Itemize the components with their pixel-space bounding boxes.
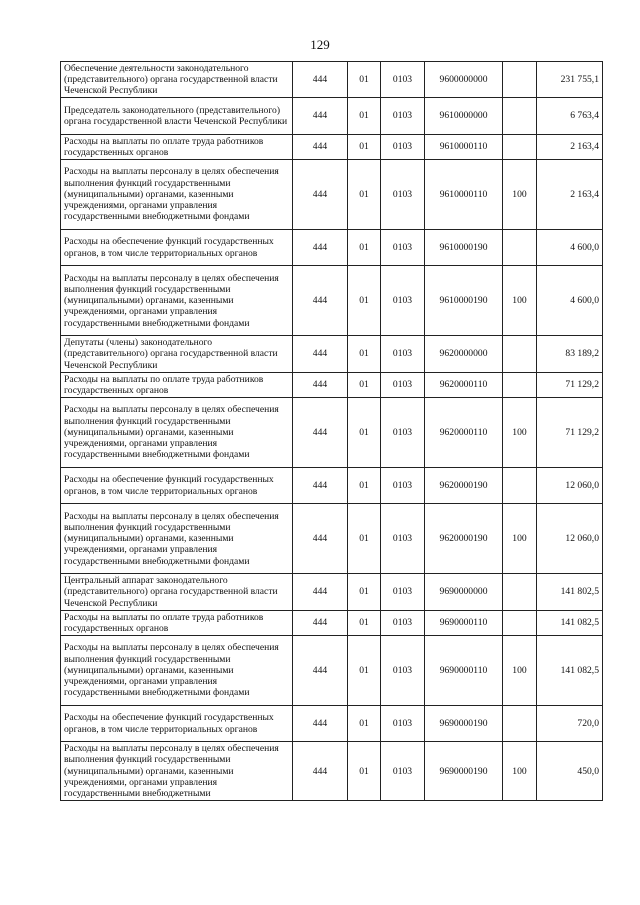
table-row [61,62,603,98]
ministry-code-cell: 444 [293,98,348,134]
subsection-code-cell: 0103 [381,705,425,741]
subsection-code-cell: 0103 [381,159,425,229]
subsection-code-cell: 0103 [381,742,425,801]
amount-cell: 2 163,4 [537,134,603,159]
expense-type-cell [503,229,537,265]
target-article-cell: 9620000190 [425,467,503,503]
subsection-code-cell: 0103 [381,134,425,159]
ministry-code-cell: 444 [293,336,348,372]
target-article-cell: 9690000110 [425,635,503,705]
target-article-cell: 9690000190 [425,742,503,801]
expense-type-cell: 100 [503,266,537,336]
expense-type-cell: 100 [503,742,537,801]
target-article-cell: 9600000000 [425,62,503,98]
table-row [61,635,603,705]
expense-type-cell: 100 [503,504,537,574]
amount-cell: 12 060,0 [537,504,603,574]
row-name-cell: Расходы на обеспечение функций государственных органов, в том числе территориальных органов [61,467,293,503]
target-article-cell: 9620000190 [425,504,503,574]
expense-type-cell [503,336,537,372]
target-article-cell: 9610000110 [425,134,503,159]
target-article-cell: 9690000000 [425,574,503,610]
row-name-cell: Расходы на выплаты по оплате труда работников государственных органов [61,134,293,159]
amount-cell: 141 802,5 [537,574,603,610]
expense-type-cell: 100 [503,635,537,705]
subsection-code-cell: 0103 [381,610,425,635]
section-code-cell: 01 [348,610,381,635]
ministry-code-cell: 444 [293,159,348,229]
ministry-code-cell: 444 [293,229,348,265]
ministry-code-cell: 444 [293,504,348,574]
amount-cell: 450,0 [537,742,603,801]
row-name-cell: Расходы на обеспечение функций государственных органов, в том числе территориальных органов [61,705,293,741]
ministry-code-cell: 444 [293,610,348,635]
row-name-cell: Обеспечение деятельности законодательного (представительного) органа государственной власти Чеченской Республики [61,62,293,98]
subsection-code-cell: 0103 [381,504,425,574]
table-body [61,62,603,801]
expense-type-cell [503,467,537,503]
amount-cell: 141 082,5 [537,610,603,635]
amount-cell: 83 189,2 [537,336,603,372]
ministry-code-cell: 444 [293,705,348,741]
section-code-cell: 01 [348,62,381,98]
row-name-cell: Центральный аппарат законодательного (представительного) органа государственной власти Чеченской Республики [61,574,293,610]
amount-cell: 4 600,0 [537,229,603,265]
amount-cell: 141 082,5 [537,635,603,705]
page-number: 129 [310,37,330,52]
row-name-cell: Расходы на выплаты персоналу в целях обеспечения выполнения функций государственными (муниципальными) органами, казенными учреждениями, органами управления государственными внебюджетными фондами [61,397,293,467]
amount-cell: 6 763,4 [537,98,603,134]
table-row [61,574,603,610]
target-article-cell: 9610000190 [425,266,503,336]
amount-cell: 231 755,1 [537,62,603,98]
target-article-cell: 9620000110 [425,372,503,397]
section-code-cell: 01 [348,742,381,801]
expense-type-cell [503,610,537,635]
row-name-cell: Расходы на выплаты персоналу в целях обеспечения выполнения функций государственными (муниципальными) органами, казенными учреждениями, органами управления государственными внебюджетными фондами [61,504,293,574]
ministry-code-cell: 444 [293,372,348,397]
section-code-cell: 01 [348,397,381,467]
expense-type-cell: 100 [503,397,537,467]
section-code-cell: 01 [348,159,381,229]
target-article-cell: 9620000110 [425,397,503,467]
ministry-code-cell: 444 [293,467,348,503]
section-code-cell: 01 [348,372,381,397]
subsection-code-cell: 0103 [381,229,425,265]
amount-cell: 2 163,4 [537,159,603,229]
table-row [61,134,603,159]
ministry-code-cell: 444 [293,397,348,467]
table-row [61,705,603,741]
amount-cell: 12 060,0 [537,467,603,503]
subsection-code-cell: 0103 [381,98,425,134]
table-row [61,372,603,397]
row-name-cell: Расходы на выплаты персоналу в целях обеспечения выполнения функций государственными (муниципальными) органами, казенными учреждениями, органами управления государственными внебюджетными фондами [61,159,293,229]
row-name-cell: Расходы на выплаты по оплате труда работников государственных органов [61,372,293,397]
table-row [61,159,603,229]
row-name-cell: Расходы на выплаты персоналу в целях обеспечения выполнения функций государственными (муниципальными) органами, казенными учреждениями, органами управления государственными внебюджетными фондами [61,266,293,336]
ministry-code-cell: 444 [293,635,348,705]
ministry-code-cell: 444 [293,62,348,98]
section-code-cell: 01 [348,98,381,134]
expense-type-cell [503,574,537,610]
section-code-cell: 01 [348,467,381,503]
target-article-cell: 9690000190 [425,705,503,741]
row-name-cell: Расходы на выплаты персоналу в целях обеспечения выполнения функций государственными (муниципальными) органами, казенными учреждениями, органами управления государственными внебюджетными фондами [61,635,293,705]
target-article-cell: 9690000110 [425,610,503,635]
expense-type-cell [503,705,537,741]
expense-type-cell [503,372,537,397]
expense-type-cell [503,134,537,159]
table-row [61,742,603,801]
ministry-code-cell: 444 [293,574,348,610]
table-row [61,336,603,372]
section-code-cell: 01 [348,504,381,574]
subsection-code-cell: 0103 [381,266,425,336]
section-code-cell: 01 [348,705,381,741]
target-article-cell: 9610000190 [425,229,503,265]
subsection-code-cell: 0103 [381,574,425,610]
row-name-cell: Депутаты (члены) законодательного (представительного) органа государственной власти Чеченской Республики [61,336,293,372]
table-row [61,266,603,336]
subsection-code-cell: 0103 [381,336,425,372]
target-article-cell: 9610000110 [425,159,503,229]
expense-type-cell: 100 [503,159,537,229]
amount-cell: 720,0 [537,705,603,741]
section-code-cell: 01 [348,336,381,372]
budget-table [60,61,603,801]
section-code-cell: 01 [348,574,381,610]
table-row [61,397,603,467]
subsection-code-cell: 0103 [381,635,425,705]
table-row [61,610,603,635]
table-row [61,467,603,503]
ministry-code-cell: 444 [293,742,348,801]
amount-cell: 4 600,0 [537,266,603,336]
table-row [61,229,603,265]
section-code-cell: 01 [348,229,381,265]
table-row [61,504,603,574]
subsection-code-cell: 0103 [381,397,425,467]
amount-cell: 71 129,2 [537,372,603,397]
section-code-cell: 01 [348,635,381,705]
section-code-cell: 01 [348,134,381,159]
row-name-cell: Расходы на выплаты персоналу в целях обеспечения выполнения функций государственными (муниципальными) органами, казенными учреждениями, органами управления государственными внебюджетными [61,742,293,801]
ministry-code-cell: 444 [293,134,348,159]
target-article-cell: 9610000000 [425,98,503,134]
expense-type-cell [503,62,537,98]
amount-cell: 71 129,2 [537,397,603,467]
row-name-cell: Расходы на обеспечение функций государственных органов, в том числе территориальных органов [61,229,293,265]
row-name-cell: Расходы на выплаты по оплате труда работников государственных органов [61,610,293,635]
target-article-cell: 9620000000 [425,336,503,372]
ministry-code-cell: 444 [293,266,348,336]
section-code-cell: 01 [348,266,381,336]
subsection-code-cell: 0103 [381,372,425,397]
subsection-code-cell: 0103 [381,467,425,503]
table-row [61,98,603,134]
row-name-cell: Председатель законодательного (представительного) органа государственной власти Чеченской Республики [61,98,293,134]
expense-type-cell [503,98,537,134]
subsection-code-cell: 0103 [381,62,425,98]
